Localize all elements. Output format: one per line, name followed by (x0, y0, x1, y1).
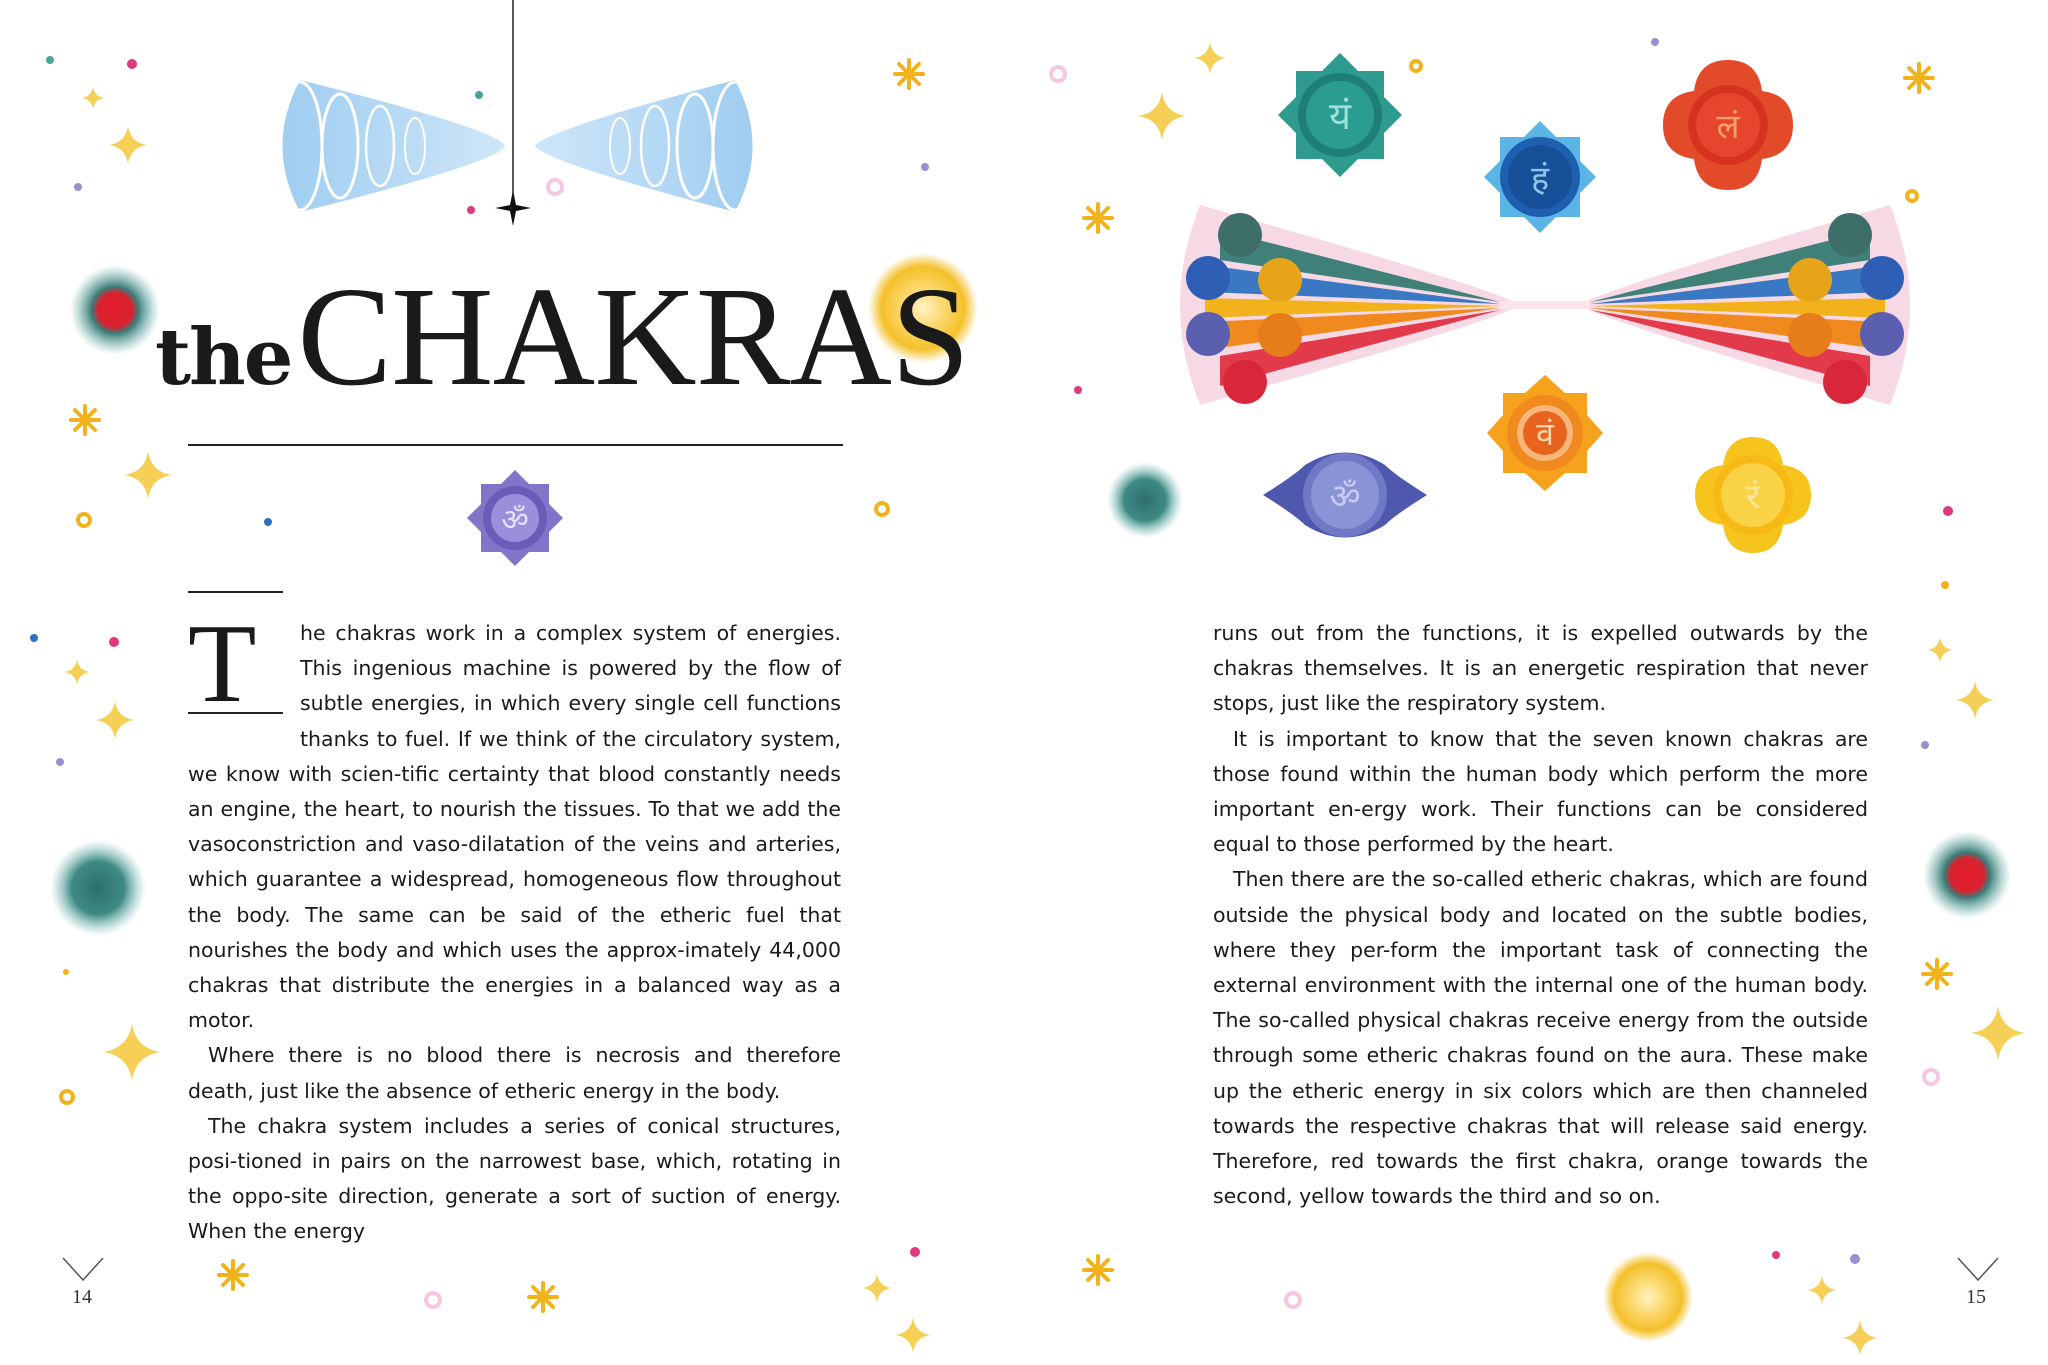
crown-chakra-glyph: ॐ (501, 502, 529, 538)
paragraph: It is important to know that the seven known chakras are those found within the human body which perform the more important en-ergy work. Their functions can be considered equal to those performed by the heart. (1213, 726, 1868, 857)
paragraph: he chakras work in a complex system of energies. This ingenious machine is powered by the flow of subtle energies, in which every single cell functions thanks to fuel. If we think of the circulatory system, we know with scien-tific certainty that blood constantly needs an engine, the heart, to nourish the tissues. To that we add the vasoconstriction and vaso-dilatation of the veins and arteries, which guarantee a widespread, homogeneous flow throughout the body. The same can be said of the etheric fuel that nourishes the body and which uses the approx-imately 44,000 chakras that distribute the energies in a balanced way as a motor. (188, 621, 841, 1033)
sun-glow-icon (1603, 1252, 1693, 1342)
heart-chakra-glyph: यं (1328, 94, 1352, 138)
throat-chakra-glyph: हं (1530, 159, 1550, 199)
page-number-right: 15 (1966, 1286, 1986, 1308)
teal-glow-orb-icon (1107, 462, 1183, 538)
paragraph: The chakra system includes a series of conical structures, posi-tioned in pairs on the narrowest base, which, rotating in the oppo-site direction, generate a sort of suction of energy. When the energy (188, 1113, 841, 1244)
third-eye-chakra-glyph: ॐ (1329, 477, 1361, 517)
page-number-left: 14 (72, 1286, 92, 1308)
paragraph: Where there is no blood there is necrosis and therefore death, just like the absence of etheric energy in the body. (188, 1043, 841, 1103)
dropcap-rule-top (188, 591, 283, 593)
page-chevron-left-icon (63, 1258, 103, 1280)
left-text-column (188, 602, 841, 1250)
paragraph: runs out from the functions, it is expelled outwards by the chakras themselves. It is an energetic respiration that never stops, just like the respiratory system. (1213, 621, 1868, 716)
blue-double-cone-icon (278, 80, 757, 212)
page-chevron-right-icon (1958, 1258, 1998, 1280)
red-glow-orb-icon (1923, 831, 2011, 919)
paragraph: Then there are the so-called etheric chakras, which are found outside the physical body and located on the subtle bodies, where they per-form the important task of connecting the external environment with the internal one of the human body. The so-called physical chakras receive energy from the outside through some etheric chakras found on the aura. These make up the etheric energy in six colors which are then channeled towards the respective chakras that will release said energy. Therefore, red towards the first chakra, orange towards the second, yellow towards the third and so on. (1213, 867, 1868, 1209)
page-title (155, 257, 969, 415)
drop-cap: T (188, 602, 257, 726)
solar-plexus-chakra-glyph: रं (1746, 477, 1760, 517)
teal-glow-orb-icon (50, 840, 146, 936)
title-main: CHAKRAS (297, 257, 969, 415)
title-divider (188, 444, 843, 446)
title-prefix: the (155, 312, 292, 403)
hanging-line-icon (495, 0, 531, 226)
right-text-column (1213, 616, 1868, 1214)
red-glow-orb-icon (70, 265, 160, 355)
sacral-chakra-glyph: वं (1536, 414, 1554, 453)
root-chakra-glyph: लं (1716, 107, 1740, 147)
